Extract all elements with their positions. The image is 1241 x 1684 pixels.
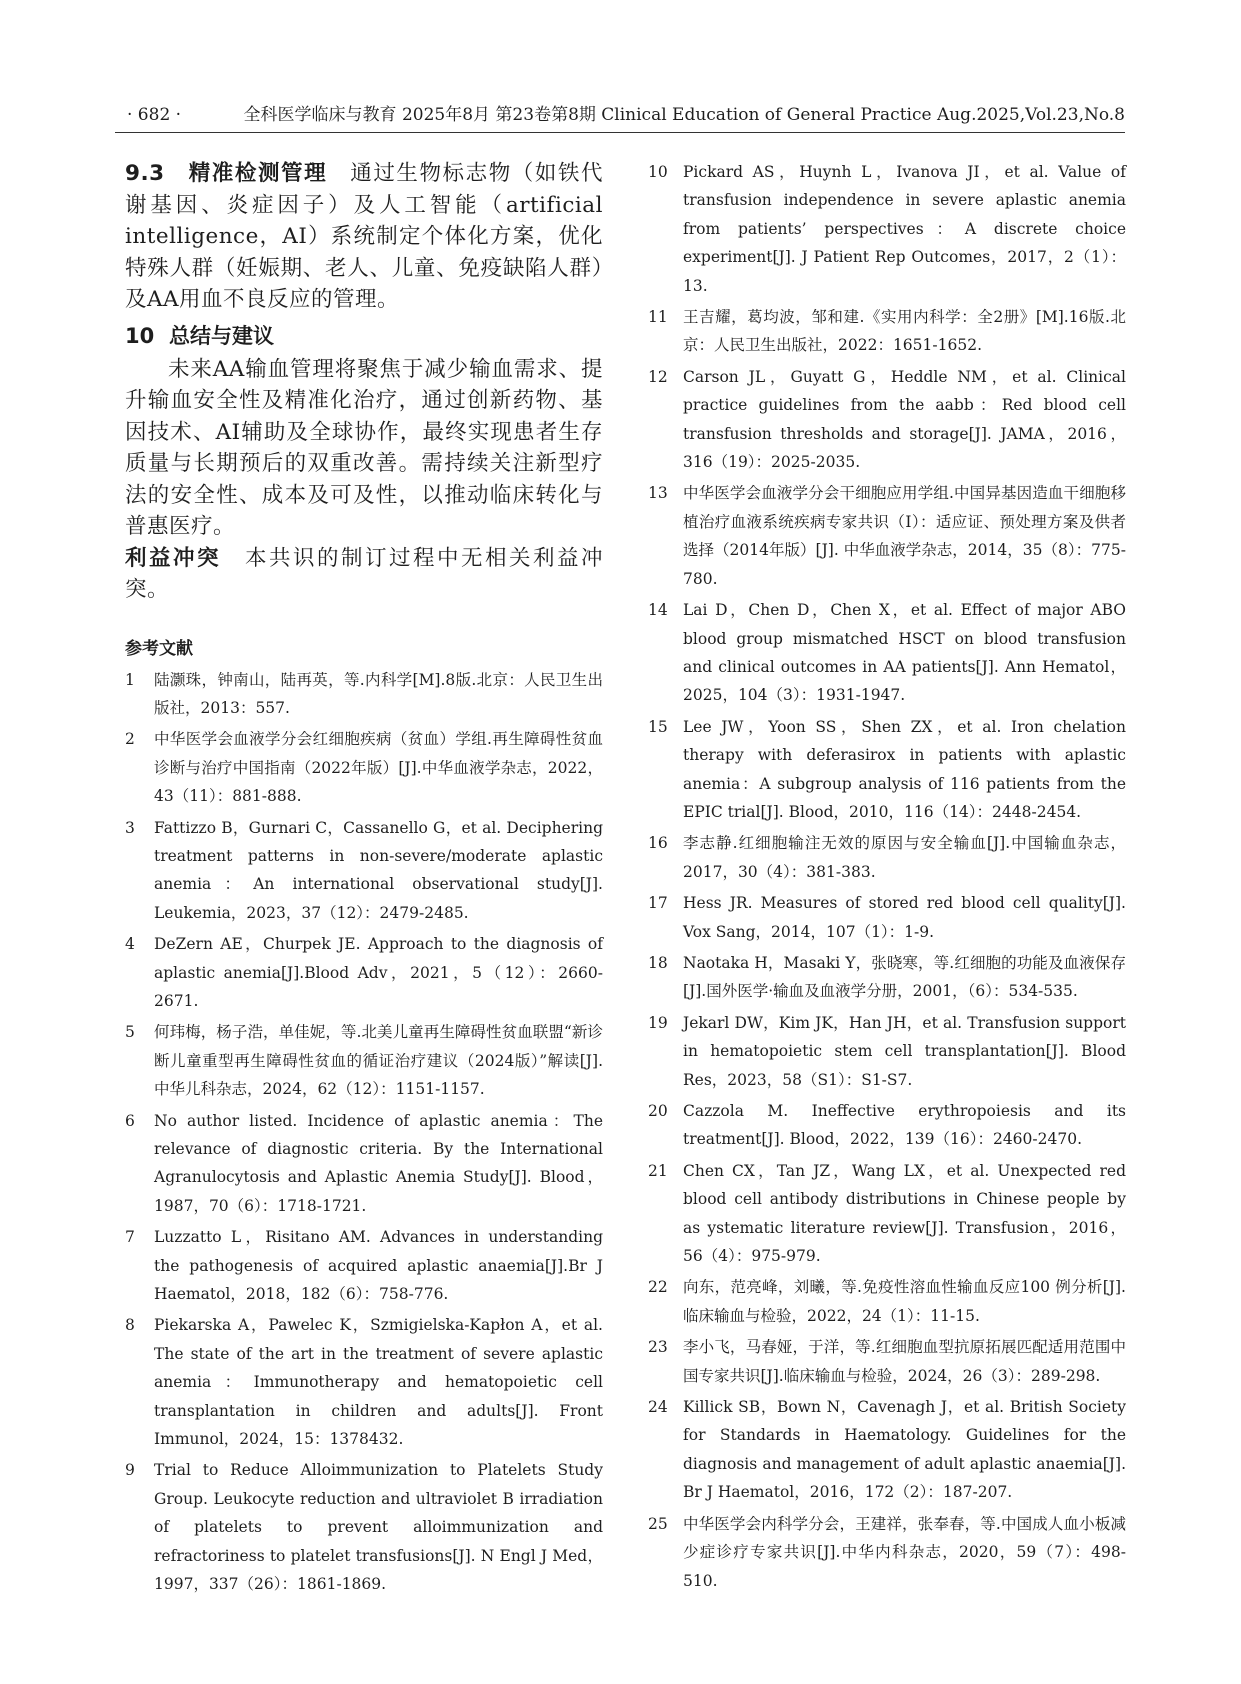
section-10-title: 总结与建议 xyxy=(169,323,274,348)
conflict-heading: 利益冲突 xyxy=(125,545,221,571)
conflict-text: 本共识的制订过程中无相关利益冲突。 xyxy=(125,545,603,602)
reference-number: 9 xyxy=(125,1461,135,1480)
section-10-heading xyxy=(125,320,603,352)
reference-item xyxy=(648,713,1126,827)
reference-item xyxy=(125,1311,603,1453)
reference-item xyxy=(648,1097,1126,1154)
reference-item xyxy=(648,158,1126,300)
reference-item xyxy=(125,930,603,1015)
reference-text: Pickard AS，Huynh L，Ivanova JI，et al. Value of transfusion independence in severe aplastic anemia from patients’ perspectives：A discrete choice experiment[J]. J Patient Rep Outcomes，2017，2（1）：13. xyxy=(683,163,1126,295)
right-column xyxy=(648,158,1126,1598)
page-header xyxy=(115,102,1125,128)
reference-item xyxy=(125,1107,603,1221)
reference-number: 1 xyxy=(125,670,135,689)
reference-text: 向东，范亮峰，刘曦，等.免疫性溶血性输血反应100 例分析[J].临床输血与检验，2022，24（1）：11-15. xyxy=(683,1278,1126,1325)
reference-number: 17 xyxy=(648,894,668,913)
left-column xyxy=(125,158,603,1602)
reference-number: 12 xyxy=(648,367,668,386)
section-9-3-heading: 9.3 精准检测管理 xyxy=(125,161,328,186)
reference-number: 4 xyxy=(125,935,135,954)
reference-number: 24 xyxy=(648,1398,668,1417)
reference-item xyxy=(125,1456,603,1598)
reference-item xyxy=(648,1333,1126,1390)
section-10-number: 10 xyxy=(125,323,155,348)
reference-number: 5 xyxy=(125,1023,135,1042)
reference-item xyxy=(648,1393,1126,1507)
reference-number: 14 xyxy=(648,601,668,620)
reference-number: 19 xyxy=(648,1013,668,1032)
reference-text: Chen CX，Tan JZ，Wang LX，et al. Unexpected red blood cell antibody distributions in Chinese people by as ystematic literature review[J]. Transfusion，2016，56（4）：975-979. xyxy=(683,1161,1126,1266)
reference-text: Luzzatto L，Risitano AM. Advances in understanding the pathogenesis of acquired aplastic anaemia[J].Br J Haematol，2018，182（6）：758-776. xyxy=(154,1228,603,1304)
reference-text: 中华医学会内科学分会，王建祥，张奉春，等.中国成人血小板减少症诊疗专家共识[J].中华内科杂志，2020，59（7）：498-510. xyxy=(683,1514,1126,1590)
reference-number: 7 xyxy=(125,1228,135,1247)
reference-text: Naotaka H，Masaki Y，张晓寒，等.红细胞的功能及血液保存[J].国外医学·输血及血液学分册，2001，（6）：534-535. xyxy=(683,953,1126,1001)
header-rule xyxy=(115,132,1125,133)
reference-text: Cazzola M. Ineffective erythropoiesis and its treatment[J]. Blood，2022，139（16）：2460-2470. xyxy=(683,1102,1126,1149)
reference-number: 2 xyxy=(125,730,135,749)
reference-number: 20 xyxy=(648,1102,668,1120)
reference-text: 何玮梅，杨子浩，单佳妮，等.北美儿童再生障碍性贫血联盟“新诊断儿童重型再生障碍性贫血的循证治疗建议（2024版）”解读[J]. 中华儿科杂志，2024，62（12）：1151-1157. xyxy=(154,1023,603,1099)
section-9-3-paragraph xyxy=(125,158,603,316)
reference-item xyxy=(648,363,1126,477)
reference-number: 25 xyxy=(648,1514,668,1533)
reference-item xyxy=(648,1273,1126,1330)
reference-number: 18 xyxy=(648,953,668,972)
reference-number: 13 xyxy=(648,484,668,503)
reference-item xyxy=(125,666,603,723)
conflict-paragraph xyxy=(125,543,603,606)
reference-item xyxy=(125,1223,603,1308)
reference-item xyxy=(648,1157,1126,1271)
reference-number: 21 xyxy=(648,1161,668,1180)
reference-item xyxy=(648,596,1126,710)
reference-text: DeZern AE，Churpek JE. Approach to the diagnosis of aplastic anemia[J].Blood Adv，2021，5（12）：2660-2671. xyxy=(154,935,603,1010)
reference-text: Hess JR. Measures of stored red blood cell quality[J]. Vox Sang，2014，107（1）：1-9. xyxy=(683,894,1126,941)
reference-text: Jekarl DW，Kim JK，Han JH，et al. Transfusion support in hematopoietic stem cell transplantation[J]. Blood Res，2023，58（S1）：S1-S7. xyxy=(683,1013,1126,1089)
running-head: 全科医学临床与教育 2025年8月 第23卷第8期 Clinical Education of General Practice Aug.2025,Vol.23,No.8 xyxy=(243,105,1125,125)
references-title: 参考文献 xyxy=(125,638,193,659)
reference-item xyxy=(125,725,603,810)
reference-text: 中华医学会血液学分会干细胞应用学组.中国异基因造血干细胞移植治疗血液系统疾病专家共识（Ⅰ）：适应证、预处理方案及供者选择（2014年版）[J]. 中华血液学杂志，2014，35（8）：775-780. xyxy=(683,484,1126,588)
reference-text: Piekarska A，Pawelec K，Szmigielska-Kapłon A，et al. The state of the art in the treatment of severe aplastic anemia：Immunotherapy and hematopoietic cell transplantation in children and adults[J]. Front Immunol，2024，15：1378432. xyxy=(154,1316,603,1449)
reference-number: 23 xyxy=(648,1338,668,1357)
reference-text: Trial to Reduce Alloimmunization to Platelets Study Group. Leukocyte reduction and ultraviolet B irradiation of platelets to prevent alloimmunization and refractoriness to platelet transfusions[J]. N Engl J Med，1997，337（26）：1861-1869. xyxy=(154,1461,603,1594)
reference-item xyxy=(125,814,603,928)
reference-text: Fattizzo B，Gurnari C，Cassanello G，et al. Deciphering treatment patterns in non-severe/moderate aplastic anemia：An international observational study[J]. Leukemia，2023，37（12）：2479-2485. xyxy=(154,818,603,922)
reference-text: Lai D，Chen D，Chen X，et al. Effect of major ABO blood group mismatched HSCT on blood transfusion and clinical outcomes in AA patients[J]. Ann Hematol，2025，104（3）：1931-1947. xyxy=(683,601,1126,705)
reference-text: Lee JW，Yoon SS，Shen ZX，et al. Iron chelation therapy with deferasirox in patients with aplastic anemia：A subgroup analysis of 116 patients from the EPIC trial[J]. Blood，2010，116（14）：2448-2454. xyxy=(683,717,1126,821)
reference-item xyxy=(648,949,1126,1006)
reference-item xyxy=(648,1009,1126,1094)
reference-number: 6 xyxy=(125,1111,135,1130)
reference-text: Carson JL，Guyatt G，Heddle NM，et al. Clinical practice guidelines from the aabb：Red blood cell transfusion thresholds and storage[J]. JAMA，2016，316（19）：2025-2035. xyxy=(683,367,1126,472)
reference-text: 中华医学会血液学分会红细胞疾病（贫血）学组.再生障碍性贫血诊断与治疗中国指南（2022年版）[J].中华血液学杂志，2022，43（11）：881-888. xyxy=(154,730,603,806)
reference-item xyxy=(648,829,1126,886)
reference-number: 11 xyxy=(648,308,668,327)
reference-number: 22 xyxy=(648,1278,668,1297)
reference-text: 李志静.红细胞输注无效的原因与安全输血[J].中国输血杂志，2017，30（4）：381-383. xyxy=(683,834,1126,881)
page-number: · 682 · xyxy=(127,105,182,125)
reference-number: 16 xyxy=(648,834,668,853)
reference-number: 8 xyxy=(125,1316,135,1335)
reference-text: No author listed. Incidence of aplastic anemia：The relevance of diagnostic criteria. By the International Agranulocytosis and Aplastic Anemia Study[J]. Blood，1987，70（6）：1718-1721. xyxy=(154,1111,603,1215)
section-9-3-text: 通过生物标志物（如铁代谢基因、炎症因子）及人工智能（artificial intelligence，AI）系统制定个体化方案，优化特殊人群（妊娠期、老人、儿童、免疫缺陷人群）及AA用血不良反应的管理。 xyxy=(125,161,603,312)
reference-item xyxy=(125,1018,603,1103)
reference-text: 李小飞，马春娅，于洋，等.红细胞血型抗原拓展匹配适用范围中国专家共识[J].临床输血与检验，2024，26（3）：289-298. xyxy=(683,1338,1126,1385)
reference-item xyxy=(648,889,1126,946)
reference-number: 15 xyxy=(648,717,668,736)
reference-item xyxy=(648,303,1126,360)
reference-item xyxy=(648,1510,1126,1595)
reference-text: 陆灏珠，钟南山，陆再英，等.内科学[M].8版.北京：人民卫生出版社，2013：557. xyxy=(154,670,603,717)
reference-item xyxy=(648,479,1126,593)
reference-text: 王吉耀，葛均波，邹和建.《实用内科学：全2册》[M].16版.北京：人民卫生出版社，2022：1651-1652. xyxy=(683,308,1126,355)
reference-number: 3 xyxy=(125,818,135,837)
reference-number: 10 xyxy=(648,163,668,181)
section-10-paragraph: 未来AA输血管理将聚焦于减少输血需求、提升输血安全性及精准化治疗，通过创新药物、基因技术、AI辅助及全球协作，最终实现患者生存质量与长期预后的双重改善。需持续关注新型疗法的安全性、成本及可及性，以推动临床转化与普惠医疗。 xyxy=(125,356,603,539)
reference-text: Killick SB，Bown N，Cavenagh J，et al. British Society for Standards in Haematology. Guidelines for the diagnosis and management of adult aplastic anaemia[J]. Br J Haematol，2016，172（2）：187-207. xyxy=(683,1398,1126,1502)
